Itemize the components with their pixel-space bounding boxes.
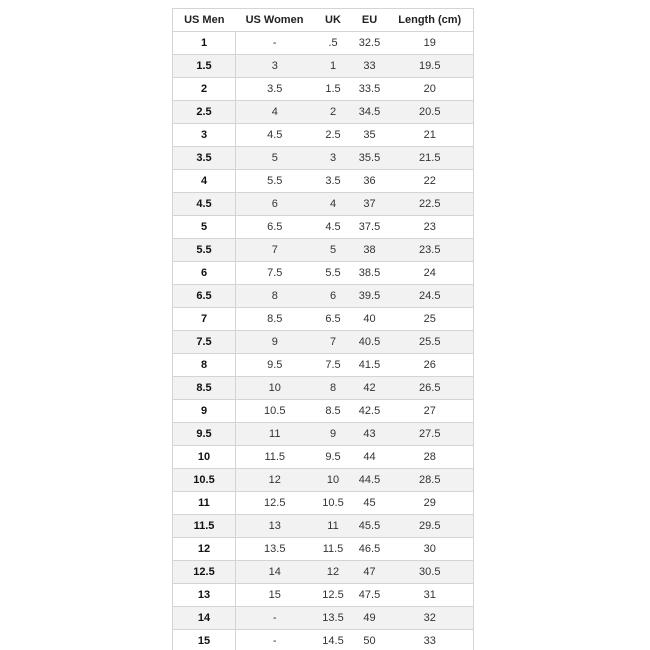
cell-uk: 11.5 — [314, 538, 353, 561]
cell-us-women: 15 — [236, 584, 314, 607]
cell-us-men: 9.5 — [173, 423, 236, 446]
cell-us-men: 12 — [173, 538, 236, 561]
cell-length-cm: 33 — [387, 630, 474, 650]
header-uk: UK — [314, 9, 353, 32]
table-row — [173, 423, 474, 446]
cell-us-women: 12 — [236, 469, 314, 492]
cell-us-women: - — [236, 607, 314, 630]
table-row — [173, 446, 474, 469]
header-us-women: US Women — [236, 9, 314, 32]
cell-length-cm: 23.5 — [387, 239, 474, 262]
cell-eu: 38 — [353, 239, 387, 262]
cell-length-cm: 22 — [387, 170, 474, 193]
cell-us-women: - — [236, 32, 314, 55]
cell-uk: 3 — [314, 147, 353, 170]
cell-eu: 32.5 — [353, 32, 387, 55]
cell-length-cm: 24 — [387, 262, 474, 285]
table-row — [173, 193, 474, 216]
cell-us-men: 6.5 — [173, 285, 236, 308]
table-row — [173, 400, 474, 423]
cell-eu: 34.5 — [353, 101, 387, 124]
cell-eu: 42 — [353, 377, 387, 400]
cell-us-men: 6 — [173, 262, 236, 285]
header-us-men: US Men — [173, 9, 236, 32]
cell-us-men: 2 — [173, 78, 236, 101]
cell-us-women: 8.5 — [236, 308, 314, 331]
cell-us-women: 3 — [236, 55, 314, 78]
table-row — [173, 124, 474, 147]
cell-us-men: 3.5 — [173, 147, 236, 170]
cell-us-women: 6 — [236, 193, 314, 216]
cell-us-men: 8 — [173, 354, 236, 377]
cell-uk: 9.5 — [314, 446, 353, 469]
cell-us-women: 5.5 — [236, 170, 314, 193]
cell-eu: 37.5 — [353, 216, 387, 239]
cell-uk: 10.5 — [314, 492, 353, 515]
cell-us-women: 12.5 — [236, 492, 314, 515]
cell-eu: 45.5 — [353, 515, 387, 538]
cell-eu: 49 — [353, 607, 387, 630]
cell-uk: 12.5 — [314, 584, 353, 607]
cell-eu: 44.5 — [353, 469, 387, 492]
table-row — [173, 216, 474, 239]
size-chart-table — [172, 8, 474, 650]
cell-eu: 43 — [353, 423, 387, 446]
cell-us-women: 10.5 — [236, 400, 314, 423]
table-row — [173, 354, 474, 377]
table-row — [173, 101, 474, 124]
cell-length-cm: 30.5 — [387, 561, 474, 584]
table-row — [173, 607, 474, 630]
cell-us-men: 11.5 — [173, 515, 236, 538]
cell-eu: 38.5 — [353, 262, 387, 285]
cell-us-men: 4.5 — [173, 193, 236, 216]
table-row — [173, 377, 474, 400]
cell-eu: 45 — [353, 492, 387, 515]
cell-us-women: 11 — [236, 423, 314, 446]
cell-us-men: 5.5 — [173, 239, 236, 262]
cell-us-men: 13 — [173, 584, 236, 607]
cell-eu: 50 — [353, 630, 387, 650]
cell-uk: 2.5 — [314, 124, 353, 147]
table-row — [173, 239, 474, 262]
table-row — [173, 308, 474, 331]
cell-eu: 33.5 — [353, 78, 387, 101]
cell-length-cm: 32 — [387, 607, 474, 630]
cell-us-men: 7.5 — [173, 331, 236, 354]
cell-length-cm: 28.5 — [387, 469, 474, 492]
table-row — [173, 469, 474, 492]
cell-eu: 47 — [353, 561, 387, 584]
cell-us-men: 10.5 — [173, 469, 236, 492]
cell-uk: 3.5 — [314, 170, 353, 193]
cell-us-men: 11 — [173, 492, 236, 515]
cell-uk: 6 — [314, 285, 353, 308]
cell-us-women: 8 — [236, 285, 314, 308]
cell-us-men: 9 — [173, 400, 236, 423]
cell-us-men: 7 — [173, 308, 236, 331]
cell-us-women: 11.5 — [236, 446, 314, 469]
cell-us-women: 3.5 — [236, 78, 314, 101]
cell-uk: 11 — [314, 515, 353, 538]
cell-length-cm: 28 — [387, 446, 474, 469]
cell-us-men: 8.5 — [173, 377, 236, 400]
table-row — [173, 584, 474, 607]
cell-us-men: 4 — [173, 170, 236, 193]
cell-length-cm: 29 — [387, 492, 474, 515]
cell-uk: 12 — [314, 561, 353, 584]
table-row — [173, 561, 474, 584]
cell-length-cm: 24.5 — [387, 285, 474, 308]
cell-us-women: 14 — [236, 561, 314, 584]
cell-us-women: 5 — [236, 147, 314, 170]
cell-us-women: 7.5 — [236, 262, 314, 285]
cell-us-men: 1.5 — [173, 55, 236, 78]
cell-us-women: 10 — [236, 377, 314, 400]
table-row — [173, 285, 474, 308]
cell-uk: .5 — [314, 32, 353, 55]
cell-us-women: - — [236, 630, 314, 650]
cell-us-women: 4 — [236, 101, 314, 124]
cell-uk: 1.5 — [314, 78, 353, 101]
cell-uk: 4 — [314, 193, 353, 216]
cell-length-cm: 20 — [387, 78, 474, 101]
cell-eu: 35.5 — [353, 147, 387, 170]
cell-us-men: 15 — [173, 630, 236, 650]
table-row — [173, 630, 474, 650]
cell-eu: 44 — [353, 446, 387, 469]
cell-uk: 5.5 — [314, 262, 353, 285]
cell-eu: 41.5 — [353, 354, 387, 377]
cell-uk: 7.5 — [314, 354, 353, 377]
cell-length-cm: 27 — [387, 400, 474, 423]
cell-us-women: 7 — [236, 239, 314, 262]
cell-us-women: 6.5 — [236, 216, 314, 239]
cell-us-men: 1 — [173, 32, 236, 55]
table-body — [173, 32, 474, 650]
cell-us-men: 2.5 — [173, 101, 236, 124]
cell-length-cm: 31 — [387, 584, 474, 607]
cell-length-cm: 19.5 — [387, 55, 474, 78]
cell-uk: 14.5 — [314, 630, 353, 650]
cell-uk: 1 — [314, 55, 353, 78]
cell-length-cm: 27.5 — [387, 423, 474, 446]
cell-uk: 13.5 — [314, 607, 353, 630]
cell-length-cm: 29.5 — [387, 515, 474, 538]
table-row — [173, 492, 474, 515]
cell-uk: 2 — [314, 101, 353, 124]
cell-length-cm: 21.5 — [387, 147, 474, 170]
cell-us-men: 12.5 — [173, 561, 236, 584]
cell-us-women: 9.5 — [236, 354, 314, 377]
cell-length-cm: 19 — [387, 32, 474, 55]
table-row — [173, 170, 474, 193]
cell-length-cm: 22.5 — [387, 193, 474, 216]
cell-eu: 39.5 — [353, 285, 387, 308]
table-row — [173, 55, 474, 78]
cell-eu: 35 — [353, 124, 387, 147]
cell-eu: 37 — [353, 193, 387, 216]
cell-us-men: 3 — [173, 124, 236, 147]
cell-length-cm: 21 — [387, 124, 474, 147]
cell-length-cm: 26.5 — [387, 377, 474, 400]
cell-eu: 42.5 — [353, 400, 387, 423]
table-row — [173, 262, 474, 285]
cell-us-men: 10 — [173, 446, 236, 469]
cell-uk: 9 — [314, 423, 353, 446]
cell-eu: 40.5 — [353, 331, 387, 354]
cell-us-men: 14 — [173, 607, 236, 630]
cell-length-cm: 26 — [387, 354, 474, 377]
cell-length-cm: 25.5 — [387, 331, 474, 354]
cell-uk: 8 — [314, 377, 353, 400]
cell-length-cm: 25 — [387, 308, 474, 331]
header-length-cm: Length (cm) — [387, 9, 474, 32]
cell-uk: 5 — [314, 239, 353, 262]
cell-length-cm: 23 — [387, 216, 474, 239]
cell-eu: 46.5 — [353, 538, 387, 561]
table-row — [173, 32, 474, 55]
cell-eu: 33 — [353, 55, 387, 78]
cell-eu: 47.5 — [353, 584, 387, 607]
table-row — [173, 78, 474, 101]
cell-eu: 40 — [353, 308, 387, 331]
cell-uk: 10 — [314, 469, 353, 492]
cell-length-cm: 30 — [387, 538, 474, 561]
cell-uk: 7 — [314, 331, 353, 354]
cell-eu: 36 — [353, 170, 387, 193]
cell-uk: 4.5 — [314, 216, 353, 239]
table-row — [173, 515, 474, 538]
table-row — [173, 147, 474, 170]
cell-us-women: 9 — [236, 331, 314, 354]
table-row — [173, 331, 474, 354]
cell-us-men: 5 — [173, 216, 236, 239]
cell-us-women: 13 — [236, 515, 314, 538]
header-eu: EU — [353, 9, 387, 32]
table-row — [173, 538, 474, 561]
cell-length-cm: 20.5 — [387, 101, 474, 124]
cell-us-women: 4.5 — [236, 124, 314, 147]
cell-uk: 6.5 — [314, 308, 353, 331]
cell-uk: 8.5 — [314, 400, 353, 423]
cell-us-women: 13.5 — [236, 538, 314, 561]
header-row — [173, 9, 474, 32]
